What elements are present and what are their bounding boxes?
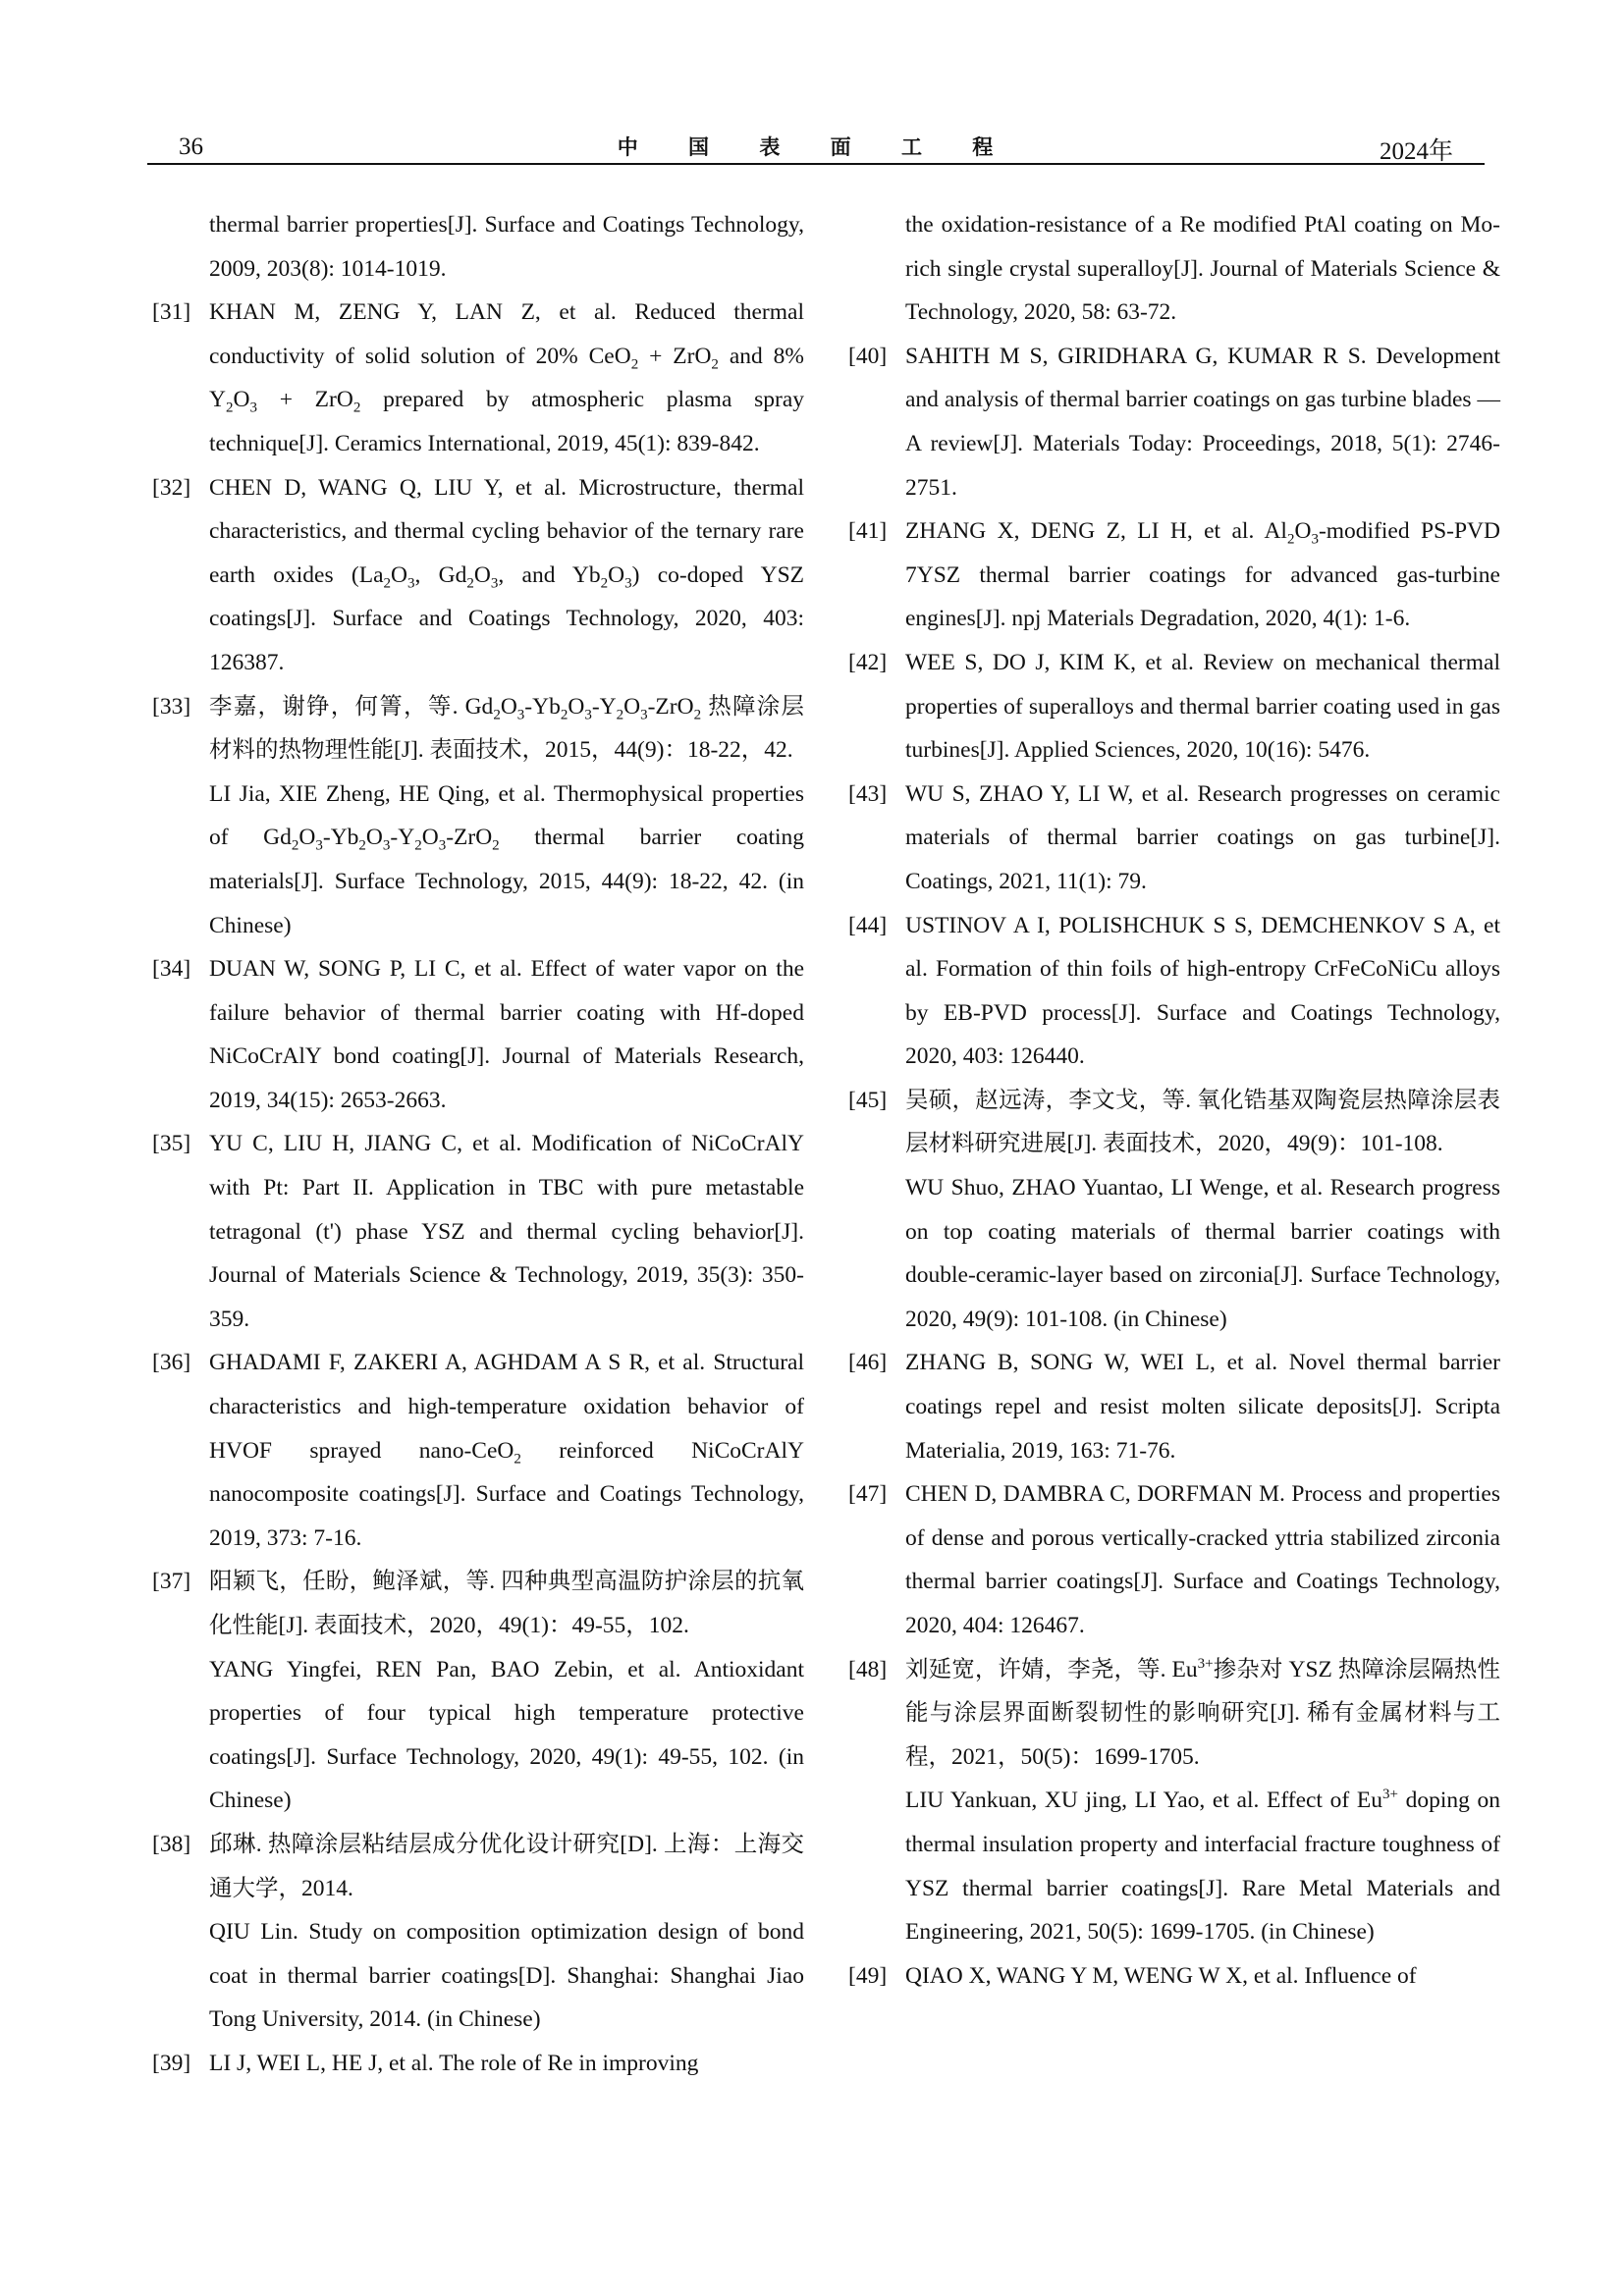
reference-number: [43]: [848, 780, 888, 807]
reference-text: WEE S, DO J, KIM K, et al. Review on mechanical thermal properties of superalloys and thermal barrier coating used in gas turbines[J]. Applied Sciences, 2020, 10(16): 5476.: [905, 649, 1500, 764]
reference-text: YU C, LIU H, JIANG C, et al. Modification of NiCoCrAlY with Pt: Part II. Application in TBC with pure metastable tetragonal (t') phase YSZ and thermal cycling behavior[J]. Journal of Materials Science & Technology, 2019, 35(3): 350-359.: [209, 1131, 804, 1332]
reference-translation: YANG Yingfei, REN Pan, BAO Zebin, et al. Antioxidant properties of four typical high temperature protective coatings[J]. Surface Technology, 2020, 49(1): 49-55, 102. (in Chinese): [209, 1656, 804, 1814]
reference-translation: WU Shuo, ZHAO Yuantao, LI Wenge, et al. Research progress on top coating materials of thermal barrier coatings with double-ceramic-layer based on zirconia[J]. Surface Technology, 2020, 49(9): 101-108. (in Chinese): [905, 1175, 1500, 1332]
left-column: [152, 203, 804, 2086]
reference-number: [42]: [848, 649, 888, 675]
reference-text: 阳颖飞，任盼，鲍泽斌，等. 四种典型高温防护涂层的抗氧化性能[J]. 表面技术，2020，49(1)：49-55，102.: [209, 1569, 804, 1638]
reference-number: [32]: [152, 474, 191, 501]
reference-item: [152, 947, 804, 1122]
reference-text: USTINOV A I, POLISHCHUK S S, DEMCHENKOV S A, et al. Formation of thin foils of high-entropy CrFeCoNiCu alloys by EB-PVD process[J]. Surface and Coatings Technology, 2020, 403: 126440.: [905, 912, 1500, 1070]
page-number: 36: [179, 133, 203, 160]
reference-text: SAHITH M S, GIRIDHARA G, KUMAR R S. Development and analysis of thermal barrier coatings on gas turbine blades — A review[J]. Materials Today: Proceedings, 2018, 5(1): 2746-2751.: [905, 343, 1500, 501]
reference-text: 吴硕，赵远涛，李文戈，等. 氧化锆基双陶瓷层热障涂层表层材料研究进展[J]. 表面技术，2020，49(9)：101-108.: [905, 1087, 1500, 1157]
reference-number: [35]: [152, 1131, 191, 1157]
reference-text: WU S, ZHAO Y, LI W, et al. Research progresses on ceramic materials of thermal barrier coatings on gas turbine[J]. Coatings, 2021, 11(1): 79.: [905, 780, 1500, 894]
reference-text: DUAN W, SONG P, LI C, et al. Effect of water vapor on the failure behavior of thermal barrier coating with Hf-doped NiCoCrAlY bond coating[J]. Journal of Materials Research, 2019, 34(15): 2653-2663.: [209, 956, 804, 1113]
reference-text: CHEN D, WANG Q, LIU Y, et al. Microstructure, thermal characteristics, and thermal cycling behavior of the ternary rare earth oxides ($La_2O_3$, $Gd_2O_3$, and $Yb_2O_3$) co-doped YSZ coatings[J]. Surface and Coatings Technology, 2020, 403: 126387.: [209, 474, 804, 675]
reference-item: [848, 1954, 1500, 1999]
reference-item: [848, 773, 1500, 904]
reference-number: [40]: [848, 343, 888, 369]
reference-text: 李嘉，谢铮，何箐，等. $Gd_2O_3-Yb_2O_3-Y_2O_3-ZrO_2$ 热障涂层材料的热物理性能[J]. 表面技术，2015，44(9)：18-22，42.: [209, 693, 804, 764]
reference-number: [41]: [848, 518, 888, 545]
reference-number: [39]: [152, 2050, 191, 2076]
reference-number: [37]: [152, 1569, 191, 1595]
header-rule: [147, 163, 1485, 165]
reference-item: [848, 335, 1500, 509]
reference-item: [848, 1648, 1500, 1954]
reference-number: [47]: [848, 1481, 888, 1508]
reference-text: CHEN D, DAMBRA C, DORFMAN M. Process and properties of dense and porous vertically-cracked yttria stabilized zirconia thermal barrier coatings[J]. Surface and Coatings Technology, 2020, 404: 126467.: [905, 1481, 1500, 1638]
reference-number: [33]: [152, 693, 191, 720]
journal-title: 中 国 表 面 工 程: [617, 135, 1015, 159]
reference-number: [45]: [848, 1087, 888, 1113]
reference-item: [152, 685, 804, 948]
reference-number: [49]: [848, 1962, 888, 1989]
reference-text: GHADAMI F, ZAKERI A, AGHDAM A S R, et al. Structural characteristics and high-temperature oxidation behavior of HVOF sprayed nano-CeO$_2$ reinforced NiCoCrAlY nanocomposite coatings[J]. Surface and Coatings Technology, 2019, 373: 7-16.: [209, 1350, 804, 1551]
reference-item: [152, 1560, 804, 1823]
reference-item: [152, 1341, 804, 1560]
reference-item: [848, 1079, 1500, 1342]
reference-text: 邱琳. 热障涂层粘结层成分优化设计研究[D]. 上海：上海交通大学，2014.: [209, 1831, 804, 1901]
reference-text: ZHANG X, DENG Z, LI H, et al. $Al_2O_3$-modified PS-PVD 7YSZ thermal barrier coatings for advanced gas-turbine engines[J]. npj Materials Degradation, 2020, 4(1): 1-6.: [905, 518, 1500, 632]
reference-text: thermal barrier properties[J]. Surface and Coatings Technology, 2009, 203(8): 1014-1019.: [209, 212, 804, 282]
reference-item: [152, 466, 804, 685]
reference-text: QIAO X, WANG Y M, WENG W X, et al. Influence of: [905, 1962, 1417, 1989]
reference-number: [38]: [152, 1831, 191, 1857]
reference-text: the oxidation-resistance of a Re modified PtAl coating on Mo-rich single crystal superalloy[J]. Journal of Materials Science & Technology, 2020, 58: 63-72.: [905, 212, 1500, 326]
reference-number: [31]: [152, 299, 191, 326]
reference-item: [152, 1122, 804, 1341]
reference-item: [152, 2042, 804, 2086]
publication-year: 2024年: [1379, 138, 1453, 165]
reference-item: [848, 1472, 1500, 1647]
reference-item: [152, 203, 804, 291]
reference-text: LI J, WEI L, HE J, et al. The role of Re in improving: [209, 2050, 699, 2076]
reference-text: 刘延宽，许婧，李尧，等. $Eu^{3+}$掺杂对 YSZ 热障涂层隔热性能与涂层界面断裂韧性的影响研究[J]. 稀有金属材料与工程，2021，50(5)：1699-1705.: [905, 1655, 1500, 1770]
reference-number: [44]: [848, 912, 888, 938]
reference-text: KHAN M, ZENG Y, LAN Z, et al. Reduced thermal conductivity of solid solution of 20% CeO$_2$ + ZrO$_2$ and 8% $Y_2O_3 + ZrO_2$ prepared by atmospheric plasma spray technique[J]. Ceramics International, 2019, 45(1): 839-842.: [209, 299, 805, 456]
reference-item: [152, 291, 804, 465]
reference-translation: QIU Lin. Study on composition optimization design of bond coat in thermal barrier coatings[D]. Shanghai: Shanghai Jiao Tong University, 2014. (in Chinese): [209, 1919, 804, 2033]
reference-item: [848, 904, 1500, 1079]
reference-number: [46]: [848, 1350, 888, 1376]
page-header: [147, 126, 1485, 165]
reference-item: [848, 203, 1500, 335]
reference-item: [848, 1341, 1500, 1472]
reference-item: [848, 509, 1500, 641]
reference-item: [152, 1823, 804, 2042]
reference-text: ZHANG B, SONG W, WEI L, et al. Novel thermal barrier coatings repel and resist molten silicate deposits[J]. Scripta Materialia, 2019, 163: 71-76.: [905, 1350, 1500, 1464]
reference-number: [36]: [152, 1350, 191, 1376]
reference-translation: LI Jia, XIE Zheng, HE Qing, et al. Thermophysical properties of $Gd_2O_3-Yb_2O_3-Y_2O_3-ZrO_2$ thermal barrier coating materials[J]. Surface Technology, 2015, 44(9): 18-22, 42. (in Chinese): [209, 780, 805, 938]
reference-number: [34]: [152, 956, 191, 983]
right-column: [848, 203, 1500, 1998]
reference-translation: LIU Yankuan, XU jing, LI Yao, et al. Effect of $Eu^{3+}$ doping on thermal insulation property and interfacial fracture toughness of YSZ thermal barrier coatings[J]. Rare Metal Materials and Engineering, 2021, 50(5): 1699-1705. (in Chinese): [905, 1787, 1501, 1946]
reference-number: [48]: [848, 1656, 888, 1682]
reference-item: [848, 641, 1500, 773]
